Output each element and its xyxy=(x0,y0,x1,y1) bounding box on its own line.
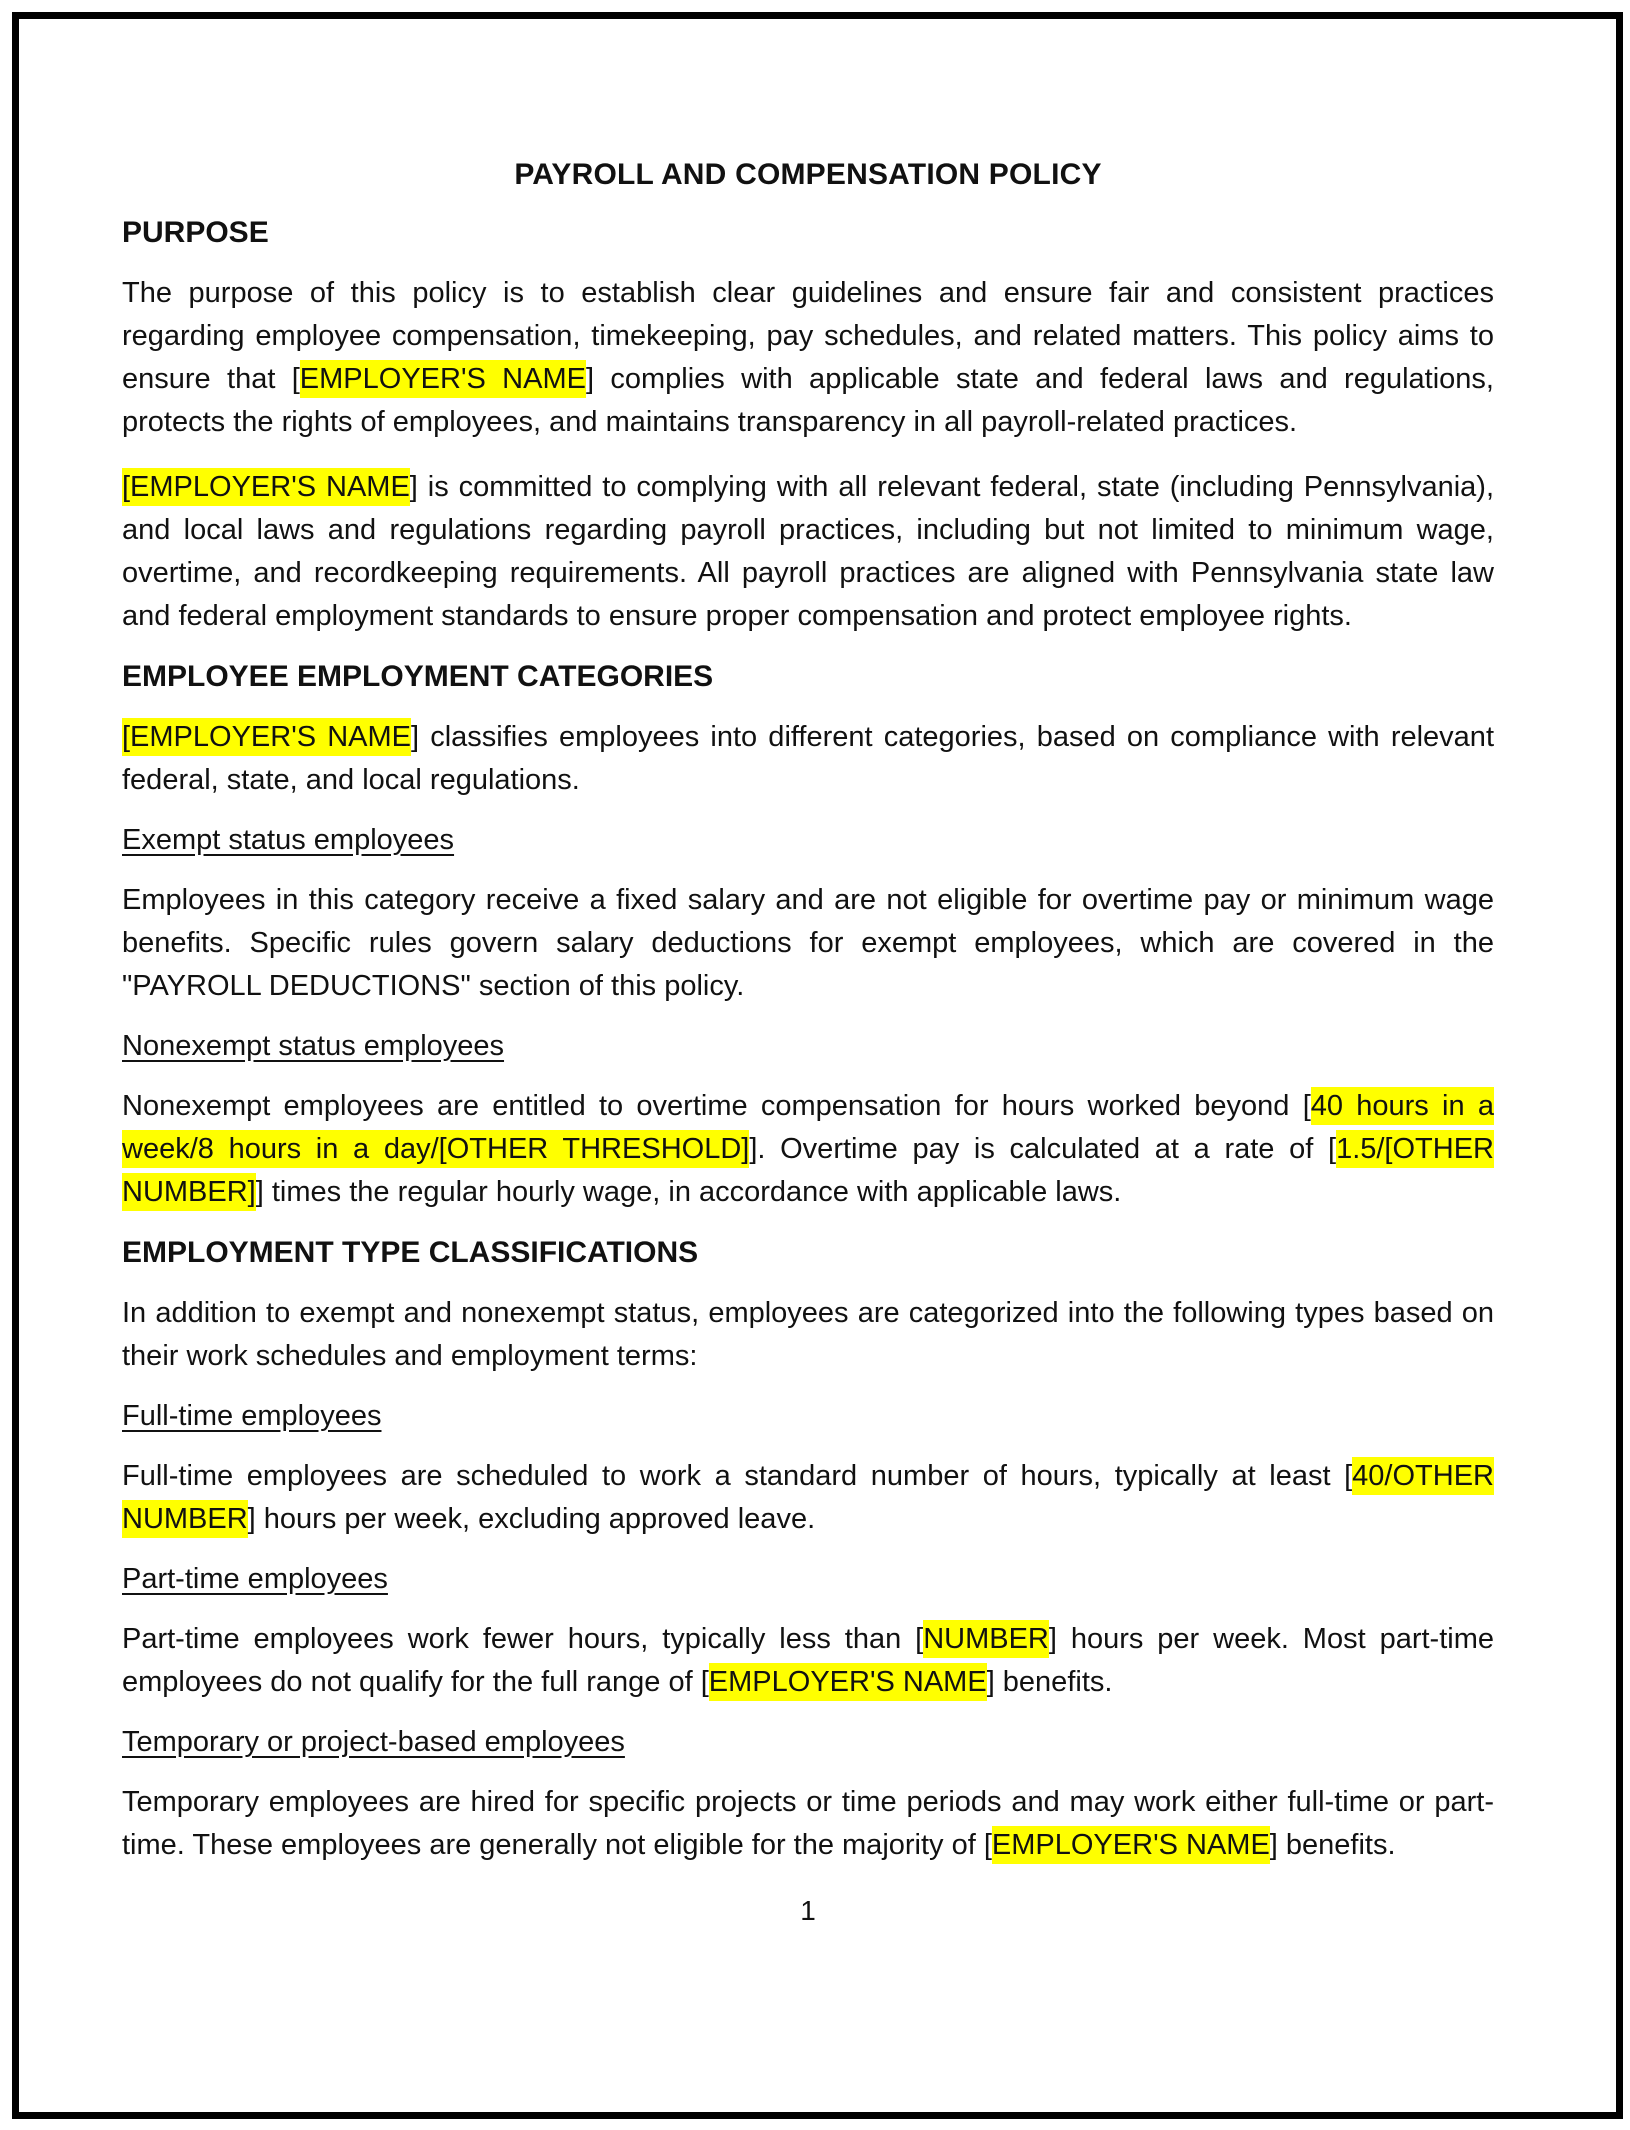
text-run: Nonexempt employees are entitled to overtime compensation for hours worked beyond [ xyxy=(122,1090,1311,1122)
highlighted-placeholder: 40/OTHER NUMBER xyxy=(122,1457,1494,1538)
text-run: Part-time employees work fewer hours, typically less than [ xyxy=(122,1623,924,1655)
text-run: ]. Overtime pay is calculated at a rate of [ xyxy=(749,1133,1337,1165)
paragraph-exempt xyxy=(122,879,1494,1008)
text-run: Temporary employees are hired for specific projects or time periods and may work either full-time or part-time. These employees are generally not eligible for the majority of [ xyxy=(122,1786,1494,1861)
highlighted-placeholder: [EMPLOYER'S NAME xyxy=(122,718,411,756)
document-content xyxy=(122,158,1494,1927)
paragraph-categories-intro xyxy=(122,716,1494,802)
text-run: ] benefits. xyxy=(1269,1829,1396,1861)
paragraph-purpose-2 xyxy=(122,466,1494,638)
highlighted-placeholder: EMPLOYER'S NAME xyxy=(709,1663,987,1701)
page-number: 1 xyxy=(800,1895,816,1926)
subsection-heading-part-time: Part-time employees xyxy=(122,1563,388,1595)
text-run: Employees in this category receive a fixed salary and are not eligible for overtime pay or minimum wage benefits. Specific rules govern salary deductions for exempt employees, which are covered in the "PAYROLL DEDUCTIONS" section of this policy. xyxy=(122,884,1494,1002)
highlighted-placeholder: [EMPLOYER'S NAME xyxy=(122,468,410,506)
subsection-heading-full-time: Full-time employees xyxy=(122,1400,382,1432)
text-run: ] hours per week, excluding approved leave. xyxy=(247,1503,816,1535)
paragraph-purpose-1 xyxy=(122,272,1494,444)
text-run: Full-time employees are scheduled to work a standard number of hours, typically at least [ xyxy=(122,1460,1353,1492)
highlighted-placeholder: EMPLOYER'S NAME xyxy=(300,360,586,398)
paragraph-nonexempt xyxy=(122,1085,1494,1214)
highlighted-placeholder: NUMBER xyxy=(923,1620,1049,1658)
text-run: ] hours per week. Most part-time employees do not qualify for the full range of [ xyxy=(122,1623,1494,1698)
highlighted-placeholder: EMPLOYER'S NAME xyxy=(992,1826,1270,1864)
text-run: In addition to exempt and nonexempt status, employees are categorized into the following types based on their work schedules and employment terms: xyxy=(122,1297,1494,1372)
highlighted-placeholder: 40 hours in a week/8 hours in a day/[OTHER THRESHOLD] xyxy=(122,1087,1494,1168)
paragraph-classifications-intro xyxy=(122,1292,1494,1378)
subsection-heading-nonexempt: Nonexempt status employees xyxy=(122,1030,505,1062)
text-run: ] times the regular hourly wage, in accordance with applicable laws. xyxy=(255,1176,1122,1208)
text-run: ] is committed to complying with all relevant federal, state (including Pennsylvania), and local laws and regulations regarding payroll practices, including but not limited to minimum wage, overtime, and recordkeeping requirements. All payroll practices are aligned with Pennsylvania state law and federal employment standards to ensure proper compensation and protect employee rights. xyxy=(122,471,1495,632)
section-heading-purpose: PURPOSE xyxy=(122,216,269,249)
subsection-heading-exempt: Exempt status employees xyxy=(122,824,455,856)
text-run: ] classifies employees into different categories, based on compliance with relevant federal, state, and local regulations. xyxy=(122,721,1494,796)
section-heading-type-classifications: EMPLOYMENT TYPE CLASSIFICATIONS xyxy=(122,1236,699,1269)
section-heading-employment-categories: EMPLOYEE EMPLOYMENT CATEGORIES xyxy=(122,660,714,693)
text-run: The purpose of this policy is to establish clear guidelines and ensure fair and consistent practices regarding employee compensation, timekeeping, pay schedules, and related matters. This policy aims to ensure that [ xyxy=(122,277,1494,395)
paragraph-part-time xyxy=(122,1618,1494,1704)
paragraph-temporary xyxy=(122,1781,1494,1867)
paragraph-full-time xyxy=(122,1455,1494,1541)
text-run: ] complies with applicable state and federal laws and regulations, protects the rights of employees, and maintains transparency in all payroll-related practices. xyxy=(122,363,1494,438)
highlighted-placeholder: 1.5/[OTHER NUMBER] xyxy=(122,1130,1494,1211)
subsection-heading-temporary: Temporary or project-based employees xyxy=(122,1726,625,1758)
document-title: PAYROLL AND COMPENSATION POLICY xyxy=(514,158,1102,191)
text-run: ] benefits. xyxy=(986,1666,1113,1698)
